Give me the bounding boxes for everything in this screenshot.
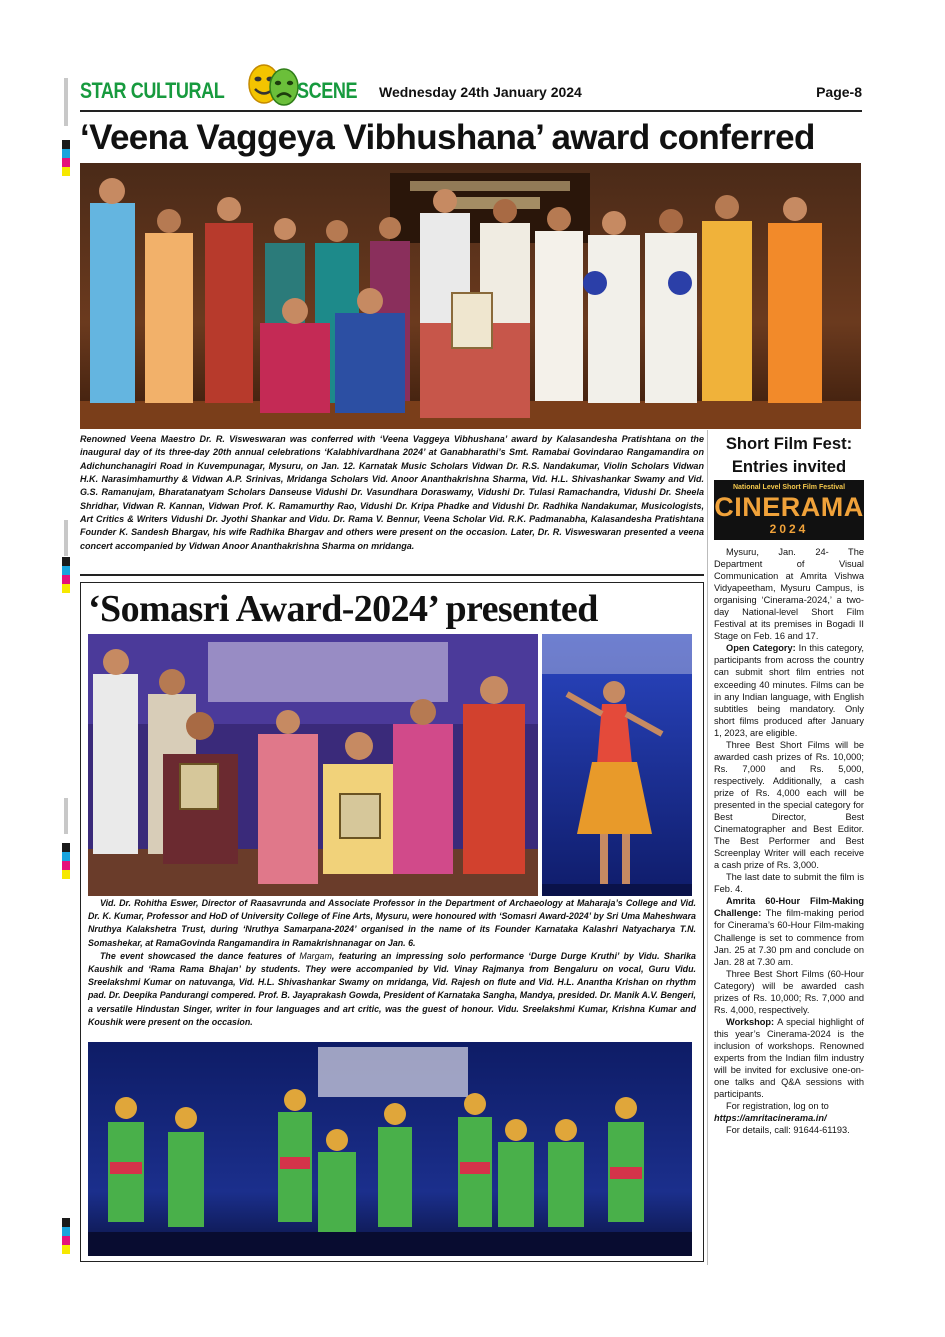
photo-somasri-awardees (88, 634, 538, 896)
sf-para-prizes: Three Best Short Films will be awarded cash prizes of Rs. 10,000; Rs. 7,000 and Rs. 5,000, respectively. Additionally, a cash prize of Rs. 4,000 each will be presented in the special category for Best Director, Best Cinematographer and Best Editor. The Best Performer and Best Screenplay Writer will each receive a cash prize of Rs. 3,000. (714, 739, 864, 871)
caption-somasri-award (88, 897, 696, 1029)
margin-rule-mid1 (64, 520, 68, 556)
sf-para-registration: For registration, log on to (726, 1101, 829, 1112)
issue-date: Wednesday 24th January 2024 (379, 84, 582, 100)
caption-somasri-p1: Vid. Dr. Rohitha Eswer, Director of Raasavrunda and Associate Professor in the Department of Archaeology at Maharaja’s College and Vid. Dr. K. Kumar, Professor and HoD of University College of Fine Arts, Mysuru, were honoured with ‘Somasri Award-2024’ by Sri Uma Maheshwara Nruthya Kalakshetra Trust, during ‘Nruthya Samarpana-2024’ organised in the name of its Founder Karnataka Kalashri Natyacharya T.N. Somashekar, at RamaGovinda Rangamandira in Ramakrishnanagar on Jan. 6. (88, 898, 696, 948)
masthead-title-left: STAR CULTURAL (80, 78, 225, 103)
registration-link[interactable]: https://amritacinerama.in/ (714, 1113, 827, 1124)
masthead-title-right: SCENE (297, 78, 358, 103)
sf-para-open-category: Open Category: In this category, participants from across the country can submit short film entries not exceeding 40 minutes. Films can be in any Indian language, with English subtitles being mandatory. Only short films produced after January 1, 2023, are eligible. (714, 643, 864, 738)
page-number: Page-8 (816, 84, 862, 100)
margin-rule-mid2 (64, 798, 68, 834)
sf-para-60hour-prizes: Three Best Short Films (60-Hour Category) will be awarded cash prizes of Rs. 10,000; Rs. 7,000 and Rs. 4,000, respectively. (714, 968, 864, 1015)
column-rule (707, 430, 708, 1265)
cinerama-banner (714, 480, 864, 540)
photo-award-group (80, 163, 861, 429)
header-rule (80, 110, 862, 112)
banner-title: CINERAMA (714, 492, 864, 522)
section-rule (80, 574, 704, 576)
photo-group-dancers (88, 1042, 692, 1256)
short-film-fest-body (714, 546, 864, 1136)
registration-marks-top (62, 140, 70, 176)
photo-solo-dancer (542, 634, 692, 896)
sf-para-workshop: Workshop: A special highlight of this year’s Cinerama-2024 is the inclusion of workshops. Renowned experts from the Indian film industry will be invited for exclusive one-on-one talks and Q&A sessions with participants. (714, 1016, 864, 1100)
masthead (80, 76, 862, 110)
sf-para-60hour: Amrita 60-Hour Film-Making Challenge: The film-making period for Cinerama’s 60-Hour Film-making Challenge is set to commence from Jan. 25 at 7.30 pm and conclude on Jan. 28 at 7.30 am. (714, 896, 864, 967)
headline-veena-award: ‘Veena Vaggeya Vibhushana’ award conferred (80, 118, 815, 157)
banner-tagline: National Level Short Film Festival (732, 484, 846, 491)
sf-para-contact: For details, call: 91644-61193. (726, 1125, 850, 1136)
theatre-masks-icon (242, 62, 304, 108)
caption-veena-award: Renowned Veena Maestro Dr. R. Visweswaran was conferred with ‘Veena Vaggeya Vibhushana’ award by Kalasandesha Pratishtana on the inaugural day of its three-day 20th annual celebrations ‘Kalabhivardhana 2024’ at Ganabharathi’s Smt. Ramabai Govindarao Rangamandira on Adichunchanagiri Road in Kuvempunagar, Mysuru, on Jan. 12. Karnatak Music Scholars Vidwan Dr. R.S. Nandakumar, Violin Scholars Vidwan H.K. Narasimhamurthy & Vidwan A.P. Srinivas, Mridanga Scholars Vid. Anoor Ananthakrishna Sharma, Vid. H.L. Shivashankar Swamy and Vid. G.S. Ramanujam, Bharatanatyam Scholars Danseuse Vidushi Dr. Vasundhara Doraswamy, Vidushi Dr. Tulasi Ramachandra, Vidushi Dr. Sheela Shridhar, Vidwan R. Kannan, Vidwan Prof. K. Ramamurthy Rao, Vidushi Dr. Kripa Phadke and Vidushi Dr. Radhika Nandakumar, Musicologists, Art Critics & Writers Vidushi Dr. Jyothi Shankar and Vidu. Dr. Rama V. Bennur, Veena Scholar Vid. R.K. Padmanabha, Kalasandesha Pratishtana Founder K. Sandesh Bhargav, his wife Radhika Bhargav and others were present on the occasion. Later, Dr. R. Visweswaran presented a veena concert accompanied by Vidwan Anoor Ananthakrishna Sharma on mridanga. (80, 434, 704, 551)
sf-para-deadline: The last date to submit the film is Feb. 4. (714, 872, 864, 895)
margin-rule-top (64, 78, 68, 126)
registration-marks-bottom (62, 1218, 70, 1254)
short-film-fest-title: Short Film Fest: Entries invited (725, 434, 853, 476)
registration-marks-mid1 (62, 557, 70, 593)
sf-para-intro: Mysuru, Jan. 24- The Department of Visual Communication at Amrita Vishwa Vidyapeetham, Mysuru Campus, is organising ‘Cinerama-2024,’ a two-day National-level Short Film Festival at its premises in Bogadi II Stage on Feb. 16 and 17. (714, 547, 864, 642)
registration-marks-mid2 (62, 843, 70, 879)
banner-year: 2024 (769, 522, 809, 536)
headline-somasri-award: ‘Somasri Award-2024’ presented (88, 588, 598, 630)
caption-somasri-p2: The event showcased the dance features of Margam, featuring an impressing solo performance ‘Durge Durge Kruthi’ by Vidu. Sharika Kaushik and ‘Rama Rama Bhajan’ by students. They were accompanied by Vid. Vinay Rajmanya from Bengaluru on vocal, Guru Vidu. Sreelakshmi Kumar on natuvanga, Vid. H.L. Shivashankar Swamy on mridanga, Vid. Rajesh on flute and Vid. H.L. Anantha Krishan on rhythm pad. Dr. Deepika Pandurangi compered. Prof. B. Jayaprakash Gowda, President of Karnataka Sangha, Mandya, presided. Dr. Manik A.V. Bengeri, a versatile Hindustan Singer, writer in four languages and art critic, was the guest of honour. Vidu. Sreelakshmi Kumar, Krishna Kumar and Koushik were present on the occasion. (88, 950, 696, 1027)
